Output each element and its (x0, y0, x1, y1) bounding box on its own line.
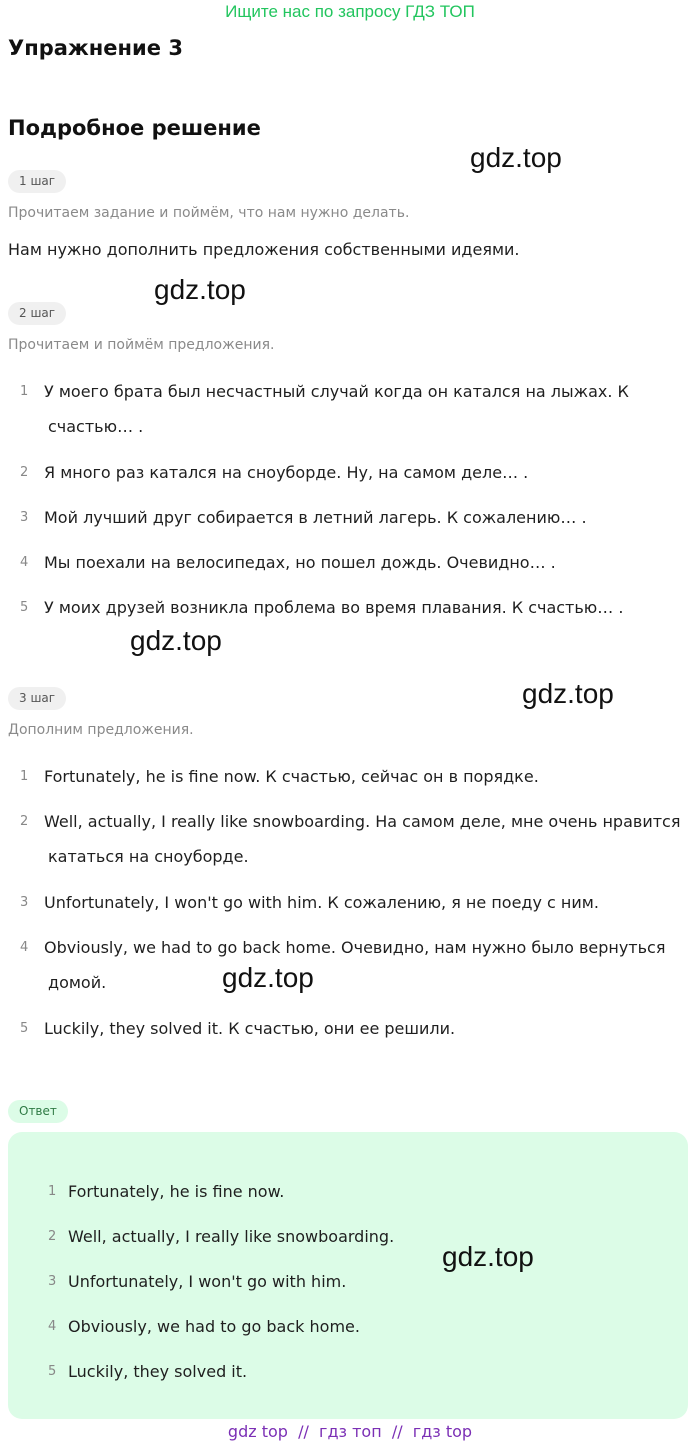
item-text-cont: домой. (48, 973, 107, 992)
item-text: Unfortunately, I won't go with him. К сожалению, я не поеду с ним. (44, 893, 599, 912)
item-text: Fortunately, he is fine now. К счастью, сейчас он в порядке. (44, 767, 539, 786)
search-banner: Ищите нас по запросу ГДЗ ТОП (225, 2, 475, 21)
step-text: Нам нужно дополнить предложения собственными идеями. (8, 240, 520, 259)
item-number: 2 (48, 1229, 57, 1244)
item-number: 4 (20, 940, 29, 955)
item-number: 1 (20, 769, 29, 784)
item-text: Well, actually, I really like snowboarding. (68, 1227, 395, 1246)
footer-links: gdz top // гдз топ // гдз top (227, 1422, 473, 1441)
item-text: У моих друзей возникла проблема во время плавания. К счастью… . (44, 598, 624, 617)
step-badge: 3 шаг (8, 687, 66, 710)
item-number: 3 (20, 895, 29, 910)
item-text: У моего брата был несчастный случай когда он катался на лыжах. К (44, 382, 629, 401)
watermark: gdz.top (130, 625, 222, 656)
item-number: 4 (20, 555, 29, 570)
step-hint: Дополним предложения. (8, 722, 194, 738)
item-text: Luckily, they solved it. К счастью, они ее решили. (44, 1019, 456, 1038)
step-badge: 2 шаг (8, 302, 66, 325)
list-item (8, 500, 688, 535)
list-item (8, 885, 688, 920)
item-text: Мой лучший друг собирается в летний лагерь. К сожалению… . (44, 508, 587, 527)
item-text: Well, actually, I really like snowboarding. На самом деле, мне очень нравится (44, 812, 681, 831)
list-item (8, 759, 688, 794)
step-badge: 1 шаг (8, 170, 66, 193)
watermark: gdz.top (470, 142, 562, 173)
answer-badge: Ответ (8, 1100, 68, 1123)
item-text-cont: кататься на сноуборде. (48, 847, 249, 866)
item-text: Obviously, we had to go back home. (68, 1317, 360, 1336)
watermark: gdz.top (522, 678, 614, 709)
list-item (8, 930, 688, 1000)
item-number: 2 (20, 814, 29, 829)
item-number: 2 (20, 465, 29, 480)
watermark: gdz.top (222, 962, 314, 993)
item-text: Obviously, we had to go back home. Очевидно, нам нужно было вернуться (44, 938, 666, 957)
item-text: Fortunately, he is fine now. (68, 1182, 285, 1201)
item-number: 5 (20, 1021, 29, 1036)
list-item (8, 804, 688, 874)
item-number: 3 (20, 510, 29, 525)
watermark: gdz.top (442, 1241, 534, 1272)
item-number: 1 (20, 384, 29, 399)
list-item (8, 374, 688, 444)
item-number: 4 (48, 1319, 57, 1334)
solution-title: Подробное решение (8, 116, 261, 140)
step-hint: Прочитаем и поймём предложения. (8, 337, 275, 353)
item-text-cont: счастью… . (48, 417, 144, 436)
item-number: 3 (48, 1274, 57, 1289)
list-item (8, 590, 688, 625)
item-text: Я много раз катался на сноуборде. Ну, на самом деле… . (44, 463, 529, 482)
item-text: Luckily, they solved it. (68, 1362, 248, 1381)
item-number: 1 (48, 1184, 57, 1199)
item-number: 5 (20, 600, 29, 615)
item-text: Unfortunately, I won't go with him. (68, 1272, 347, 1291)
list-item (8, 455, 688, 490)
item-text: Мы поехали на велосипедах, но пошел дождь. Очевидно… . (44, 553, 556, 572)
item-number: 5 (48, 1364, 57, 1379)
list-item (8, 545, 688, 580)
step-hint: Прочитаем задание и поймём, что нам нужно делать. (8, 205, 410, 221)
watermark: gdz.top (154, 274, 246, 305)
exercise-title: Упражнение 3 (8, 36, 183, 60)
list-item (8, 1011, 688, 1046)
